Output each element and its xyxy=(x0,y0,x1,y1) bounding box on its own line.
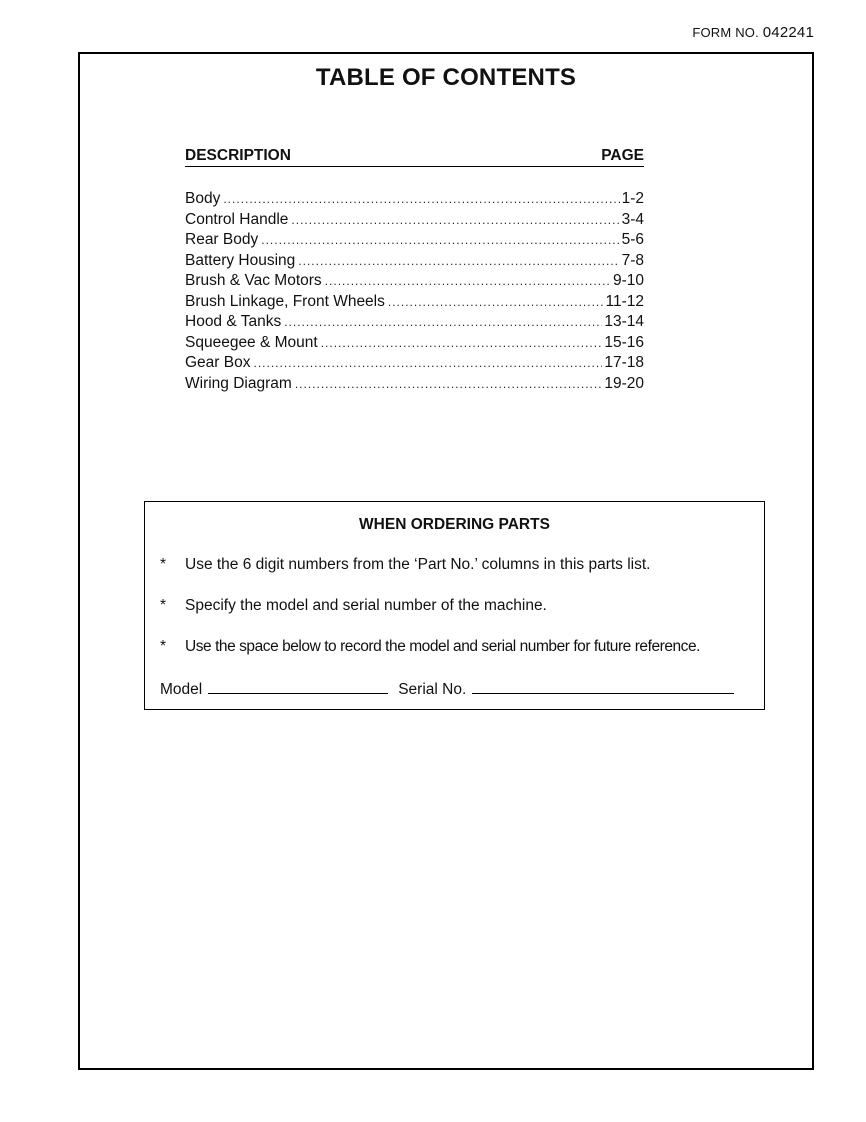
ordering-instruction xyxy=(160,556,650,574)
toc-entry-page: 13-14 xyxy=(604,313,644,330)
ordering-parts-title: WHEN ORDERING PARTS xyxy=(359,516,550,533)
toc-entry-label: Body xyxy=(185,190,221,207)
toc-entry-control-handle[interactable] xyxy=(185,210,644,231)
toc-entry-hood-tanks[interactable] xyxy=(185,312,644,333)
dot-leader xyxy=(223,189,619,210)
toc-entry-label: Rear Body xyxy=(185,231,259,248)
toc-entry-brush-vac-motors[interactable] xyxy=(185,271,644,292)
toc-entry-rear-body[interactable] xyxy=(185,230,644,251)
toc-entry-brush-linkage[interactable] xyxy=(185,292,644,313)
toc-entry-page: 17-18 xyxy=(604,354,644,371)
asterisk-bullet: * xyxy=(160,597,167,614)
ordering-instruction-text: Specify the model and serial number of the machine. xyxy=(185,597,547,614)
dot-leader xyxy=(295,374,603,395)
page-column-header: PAGE xyxy=(601,147,644,164)
ordering-instruction-text: Use the 6 digit numbers from the ‘Part No.’ columns in this parts list. xyxy=(185,556,651,573)
ordering-parts-box xyxy=(144,501,765,710)
dot-leader xyxy=(284,312,602,333)
toc-entry-page: 5-6 xyxy=(621,231,644,248)
dot-leader xyxy=(388,292,604,313)
dot-leader xyxy=(291,210,619,231)
ordering-instruction xyxy=(160,638,700,656)
serial-blank-field[interactable] xyxy=(472,679,734,694)
table-of-contents xyxy=(185,147,644,394)
dot-leader xyxy=(253,353,602,374)
toc-entry-label: Control Handle xyxy=(185,210,289,228)
description-column-header: DESCRIPTION xyxy=(185,147,291,164)
serial-label: Serial No. xyxy=(398,681,467,698)
toc-entry-page: 11-12 xyxy=(605,292,644,310)
toc-entry-page: 9-10 xyxy=(612,272,644,289)
ordering-instruction-text: Use the space below to record the model and serial number for future reference. xyxy=(185,638,700,655)
toc-entry-page: 7-8 xyxy=(621,251,644,269)
toc-entry-page: 19-20 xyxy=(604,374,644,392)
toc-entry-gear-box[interactable] xyxy=(185,353,644,374)
toc-entry-label: Brush Linkage, Front Wheels xyxy=(185,292,385,310)
form-number-value: 042241 xyxy=(762,24,814,41)
page-frame xyxy=(78,52,814,1070)
dot-leader xyxy=(321,333,603,354)
toc-entry-label: Squeegee & Mount xyxy=(185,333,318,351)
dot-leader xyxy=(298,251,619,272)
toc-entry-page: 3-4 xyxy=(621,210,644,228)
toc-entry-label: Gear Box xyxy=(185,354,251,371)
toc-list xyxy=(185,189,644,394)
toc-entry-label: Wiring Diagram xyxy=(185,374,292,392)
ordering-instruction xyxy=(160,597,547,615)
model-serial-record xyxy=(160,679,734,699)
toc-entry-wiring-diagram[interactable] xyxy=(185,374,644,395)
dot-leader xyxy=(325,271,611,292)
toc-entry-battery-housing[interactable] xyxy=(185,251,644,272)
form-number-label: FORM NO. xyxy=(692,25,759,40)
toc-entry-label: Hood & Tanks xyxy=(185,313,282,330)
asterisk-bullet: * xyxy=(160,638,166,655)
toc-entry-page: 1-2 xyxy=(621,190,644,207)
toc-entry-label: Brush & Vac Motors xyxy=(185,272,322,289)
toc-entry-squeegee-mount[interactable] xyxy=(185,333,644,354)
toc-header xyxy=(185,147,644,167)
dot-leader xyxy=(261,230,619,251)
model-label: Model xyxy=(160,681,203,698)
form-number-header xyxy=(692,24,814,41)
toc-entry-page: 15-16 xyxy=(604,333,644,351)
toc-entry-body[interactable] xyxy=(185,189,644,210)
page-title: TABLE OF CONTENTS xyxy=(315,64,577,91)
asterisk-bullet: * xyxy=(160,556,167,573)
toc-entry-label: Battery Housing xyxy=(185,251,296,269)
model-blank-field[interactable] xyxy=(208,679,388,694)
